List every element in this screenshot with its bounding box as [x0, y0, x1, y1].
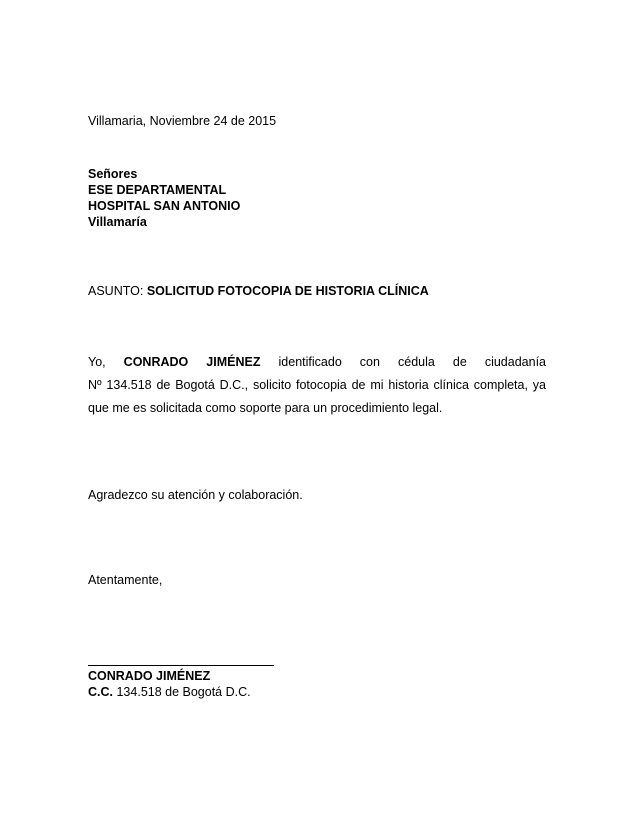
body-requester-name: CONRADO JIMÉNEZ: [123, 355, 261, 369]
body-line-1: [88, 354, 546, 370]
subject-label: ASUNTO:: [88, 284, 144, 298]
signer-id-label: C.C.: [88, 685, 113, 699]
addressee-block: [88, 166, 240, 230]
body-line-1-rest: identificado con cédula de ciudadanía: [278, 355, 546, 369]
addressee-line: ESE DEPARTAMENTAL: [88, 183, 227, 197]
signature-line: [88, 665, 274, 666]
signer-id: [88, 684, 251, 700]
signer-name: CONRADO JIMÉNEZ: [88, 669, 211, 683]
subject-text: SOLICITUD FOTOCOPIA DE HISTORIA CLÍNICA: [146, 284, 429, 298]
letter-date: Villamaria, Noviembre 24 de 2015: [88, 114, 277, 128]
closing-line: Atentamente,: [88, 573, 163, 587]
body-greeting: Yo,: [88, 355, 106, 369]
addressee-line: Villamaría: [88, 215, 147, 229]
subject-line: [88, 283, 429, 299]
signer-id-value: 134.518 de Bogotá D.C.: [116, 685, 251, 699]
thanks-line: Agradezco su atención y colaboración.: [88, 488, 303, 502]
addressee-line: Señores: [88, 167, 138, 181]
body-line-3: que me es solicitada como soporte para un procedimiento legal.: [88, 401, 443, 415]
body-line-2: Nº 134.518 de Bogotá D.C., solicito fotocopia de mi historia clínica completa, ya: [88, 378, 546, 392]
addressee-line: HOSPITAL SAN ANTONIO: [88, 199, 241, 213]
